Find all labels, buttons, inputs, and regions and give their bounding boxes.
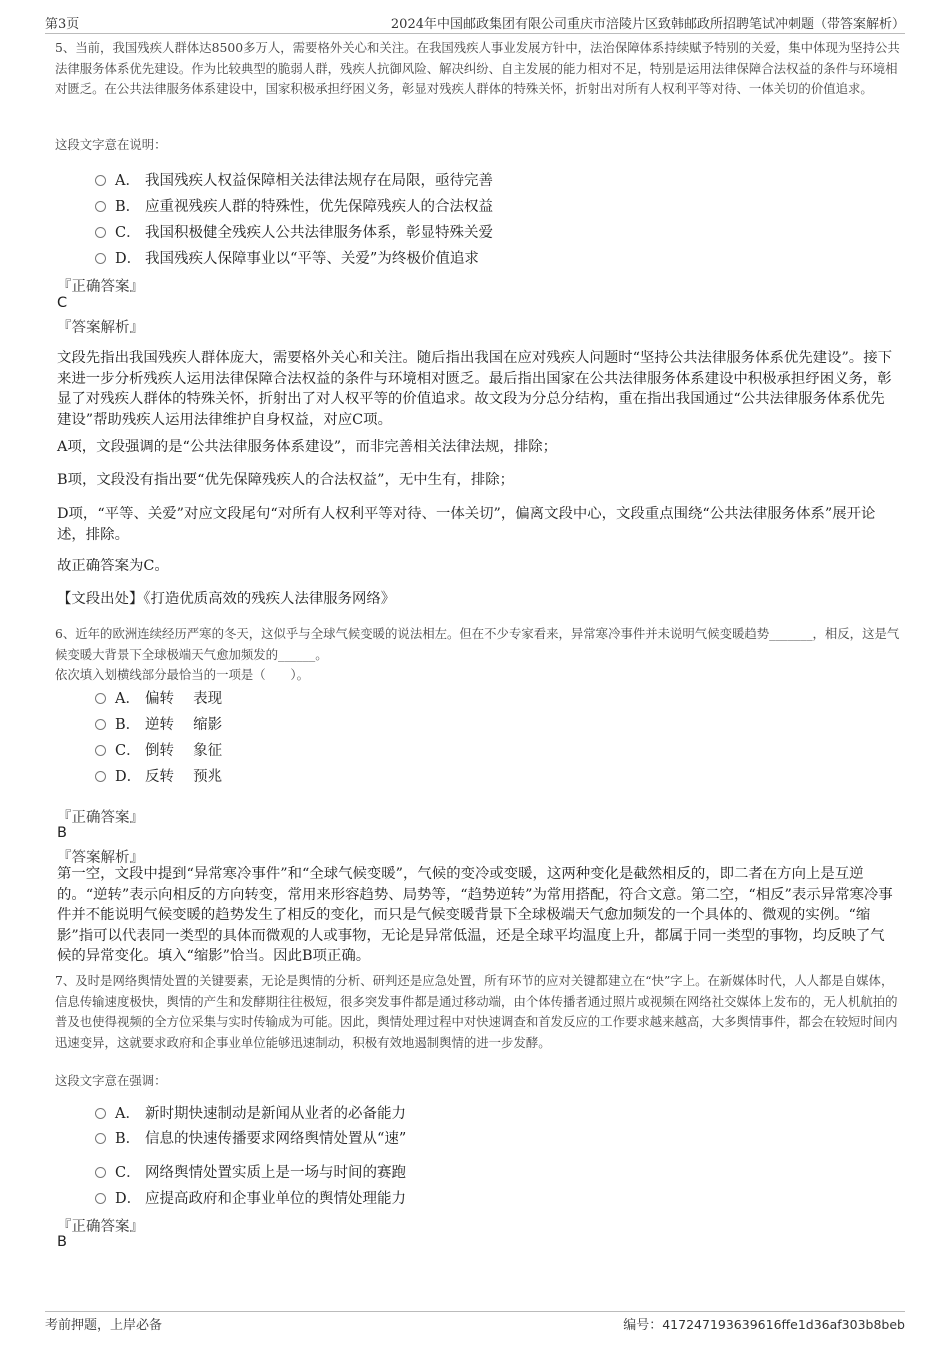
option-text: 我国残疾人权益保障相关法律法规存在局限，亟待完善 <box>145 173 493 189</box>
option-text: 我国积极健全残疾人公共法律服务体系，彰显特殊关爱 <box>145 225 493 241</box>
document-title: 2024年中国邮政集团有限公司重庆市涪陵片区致韩邮政所招聘笔试冲刺题（带答案解析） <box>390 17 905 32</box>
question-5-analysis-b: B项，文段没有指出要“优先保障残疾人的合法权益”，无中生有，排除； <box>57 472 515 488</box>
correct-answer-label: 『正确答案』 <box>57 279 144 295</box>
option-text: 网络舆情处置实质上是一场与时间的赛跑 <box>145 1165 406 1181</box>
option-text: 反转 预兆 <box>145 769 223 785</box>
page-number: 第3页 <box>45 17 80 32</box>
serial-label: 编号： <box>623 1318 663 1333</box>
option-letter: B． <box>115 717 141 733</box>
option-letter: B． <box>115 1131 141 1147</box>
radio-icon[interactable] <box>95 1108 106 1119</box>
option-letter: A． <box>115 691 140 707</box>
analysis-label: 『答案解析』 <box>57 850 144 866</box>
radio-icon[interactable] <box>95 253 106 264</box>
option-text: 倒转 象征 <box>145 743 223 759</box>
option-text: 逆转 缩影 <box>145 717 223 733</box>
radio-icon[interactable] <box>95 227 106 238</box>
question-7-text: 7、及时是网络舆情处置的关键要素，无论是舆情的分析、研判还是应急处置，所有环节的应对关键都建立在“快”字上。在新媒体时代，人人都是自媒体，信息传输速度极快，舆情的产生和发酵期往往极短，很多突发事件都是通过移动端，由个体传播者通过照片或视频在网络社交媒体上发布的，无人机航拍的普及也使得视频的全方位采集与实时传输成为可能。因此，舆情处理过程中对快速调查和首发反应的工作要求越来越高，大多舆情事件，都会在较短时间内迅速变异，这就要求政府和企事业单位能够迅速制动，积极有效地遏制舆情的进一步发酵。 <box>55 973 898 1050</box>
question-5-source: 【文段出处】《打造优质高效的残疾人法律服务网络》 <box>57 591 396 607</box>
radio-icon[interactable] <box>95 1133 106 1144</box>
question-5-analysis-summary: 文段先指出我国残疾人群体庞大，需要格外关心和关注。随后指出我国在应对残疾人问题时“坚持公共法律服务体系优先建设”。接下来进一步分析残疾人运用法律保障合法权益的条件与环境相对匮乏。最后指出国家在公共法律服务体系建设中积极承担纾困义务，彰显了对残疾人群体的特殊关怀，折射出了对人权平等的价值追求。故文段为分总分结构，重在指出我国通过“公共法律服务体系优先建设”帮助残疾人运用法律维护自身权益，对应C项。 <box>57 350 892 428</box>
question-5-prompt: 这段文字意在说明： <box>55 137 167 152</box>
question-5-answer: C <box>57 295 68 311</box>
question-6-answer: B <box>57 825 67 841</box>
question-5-conclusion: 故正确答案为C。 <box>57 558 169 574</box>
analysis-label: 『答案解析』 <box>57 320 144 336</box>
option-text: 应提高政府和企事业单位的舆情处理能力 <box>145 1191 406 1207</box>
footer-serial <box>623 1314 905 1333</box>
question-5-text: 5、当前，我国残疾人群体达8500多万人，需要格外关心和关注。在我国残疾人事业发展方针中，法治保障体系持续赋予特别的关爱，集中体现为坚持公共法律服务体系优先建设。作为比较典型的脆弱人群，残疾人抗御风险、解决纠纷、自主发展的能力相对不足，特别是运用法律保障合法权益的条件与环境相对匮乏。在公共法律服务体系建设中，国家积极承担纾困义务，彰显对残疾人群体的特殊关怀，折射出对所有人权利平等对待、一体关切的价值追求。 <box>55 40 900 96</box>
option-text: 新时期快速制动是新闻从业者的必备能力 <box>145 1106 406 1122</box>
correct-answer-label: 『正确答案』 <box>57 1219 144 1235</box>
header-divider <box>45 33 905 34</box>
question-7-answer: B <box>57 1234 67 1250</box>
radio-icon[interactable] <box>95 1193 106 1204</box>
option-letter: B． <box>115 199 141 215</box>
question-7-prompt: 这段文字意在强调： <box>55 1073 167 1088</box>
question-6-text: 6、近年的欧洲连续经历严寒的冬天，这似乎与全球气候变暖的说法相左。但在不少专家看来，异常寒冷事件并未说明气候变暖趋势_______，相反，这是气候变暖大背景下全球极端天气愈加频发的______。 <box>55 626 900 662</box>
radio-icon[interactable] <box>95 1167 106 1178</box>
radio-icon[interactable] <box>95 719 106 730</box>
radio-icon[interactable] <box>95 201 106 212</box>
radio-icon[interactable] <box>95 693 106 704</box>
option-letter: D． <box>115 1191 142 1207</box>
question-6-prompt: 依次填入划横线部分最恰当的一项是（ ）。 <box>55 667 310 682</box>
serial-code: 417247193639616ffe1d36af303b8beb <box>662 1317 905 1332</box>
option-letter: C． <box>115 1165 141 1181</box>
question-5-analysis-a: A项，文段强调的是“公共法律服务体系建设”，而非完善相关法律法规，排除； <box>57 439 557 455</box>
question-6-analysis: 第一空，文段中提到“异常寒冷事件”和“全球气候变暖”，气候的变冷或变暖，这两种变化是截然相反的，即二者在方向上是互逆的。“逆转”表示向相反的方向转变，常用来形容趋势、局势等，“趋势逆转”为常用搭配，符合文意。第二空，“相反”表示异常寒冷事件并不能说明气候变暖的趋势发生了相反的变化，而只是气候变暖背景下全球极端天气愈加频发的一个具体的、微观的实例。“缩影”指可以代表同一类型的具体而微观的人或事物，无论是异常低温，还是全球平均温度上升，都属于同一类型的事物，均反映了气候的异常变化。填入“缩影”恰当。因此B项正确。 <box>57 866 893 964</box>
correct-answer-label: 『正确答案』 <box>57 810 144 826</box>
footer-divider <box>45 1311 905 1312</box>
option-letter: D． <box>115 769 142 785</box>
option-text: 偏转 表现 <box>145 691 223 707</box>
radio-icon[interactable] <box>95 745 106 756</box>
footer-slogan: 考前押题，上岸必备 <box>45 1318 163 1333</box>
radio-icon[interactable] <box>95 175 106 186</box>
option-letter: C． <box>115 225 141 241</box>
option-letter: D． <box>115 251 142 267</box>
option-letter: A． <box>115 1106 140 1122</box>
question-5-analysis-d: D项，“平等、关爱”对应文段尾句“对所有人权利平等对待、一体关切”，偏离文段中心，文段重点围绕“公共法律服务体系”展开论述，排除。 <box>57 506 876 543</box>
option-letter: C． <box>115 743 141 759</box>
option-text: 我国残疾人保障事业以“平等、关爱”为终极价值追求 <box>145 251 479 267</box>
option-letter: A． <box>115 173 140 189</box>
option-text: 信息的快速传播要求网络舆情处置从“速” <box>145 1131 407 1147</box>
radio-icon[interactable] <box>95 771 106 782</box>
option-text: 应重视残疾人群的特殊性，优先保障残疾人的合法权益 <box>145 199 493 215</box>
